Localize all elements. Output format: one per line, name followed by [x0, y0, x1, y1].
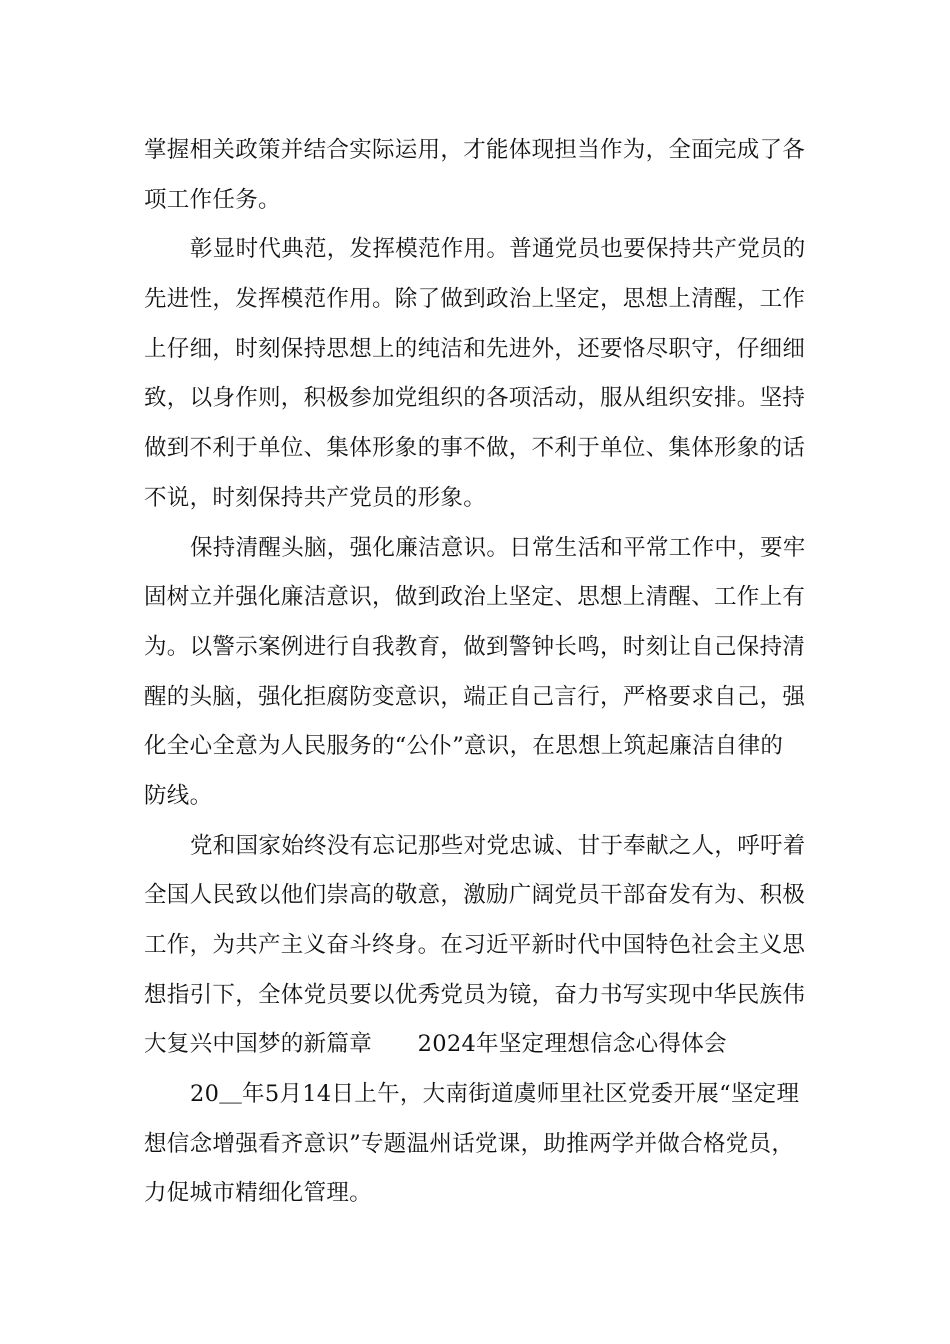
- text-line: 工作，为共产主义奋斗终身。在习近平新时代中国特色社会主义思: [144, 932, 806, 958]
- text-line: 掌握相关政策并结合实际运用，才能体现担当作为，全面完成了各: [144, 137, 806, 163]
- text-line: 不说，时刻保持共产党员的形象。: [144, 484, 487, 511]
- text-line: 防线。: [144, 782, 213, 809]
- text-line: 上仔细，时刻保持思想上的纯洁和先进外，还要恪尽职守，仔细细: [144, 335, 806, 362]
- document-body: [144, 126, 809, 1219]
- paragraph-start-line: 20＿年5月14日上午，大南街道虞师里社区党委开展“坚定理: [190, 1081, 800, 1108]
- text-line: 先进性，发挥模范作用。除了做到政治上坚定，思想上清醒，工作: [144, 286, 806, 313]
- text-line: 想信念增强看齐意识”专题温州话党课，助推两学并做合格党员，: [144, 1130, 795, 1157]
- text-line: 为。以警示案例进行自我教育，做到警钟长鸣，时刻让自己保持清: [144, 633, 806, 660]
- paragraph-start-line: 党和国家始终没有忘记那些对党忠诚、甘于奉献之人，呼吁着: [190, 832, 806, 859]
- text-line: 力促城市精细化管理。: [144, 1180, 373, 1207]
- text-line: 固树立并强化廉洁意识，做到政治上坚定、思想上清醒、工作上有: [144, 584, 806, 611]
- text-line: 化全心全意为人民服务的“公仆”意识，在思想上筑起廉洁自律的: [144, 733, 784, 760]
- text-line: 大复兴中国梦的新篇章 2024年坚定理想信念心得体会: [144, 1031, 727, 1058]
- text-line: 想指引下，全体党员要以优秀党员为镜，奋力书写实现中华民族伟: [144, 981, 806, 1008]
- text-line: 项工作任务。: [144, 186, 281, 213]
- paragraph-start-line: 保持清醒头脑，强化廉洁意识。日常生活和平常工作中，要牢: [190, 534, 806, 561]
- text-line: 全国人民致以他们崇高的敬意，激励广阔党员干部奋发有为、积极: [144, 882, 806, 909]
- text-line: 醒的头脑，强化拒腐防变意识，端正自己言行，严格要求自己，强: [144, 683, 806, 710]
- paragraph-start-line: 彰显时代典范，发挥模范作用。普通党员也要保持共产党员的: [190, 236, 806, 263]
- text-line: 做到不利于单位、集体形象的事不做，不利于单位、集体形象的话: [144, 435, 806, 462]
- text-line: 致，以身作则，积极参加党组织的各项活动，服从组织安排。坚持: [144, 385, 806, 412]
